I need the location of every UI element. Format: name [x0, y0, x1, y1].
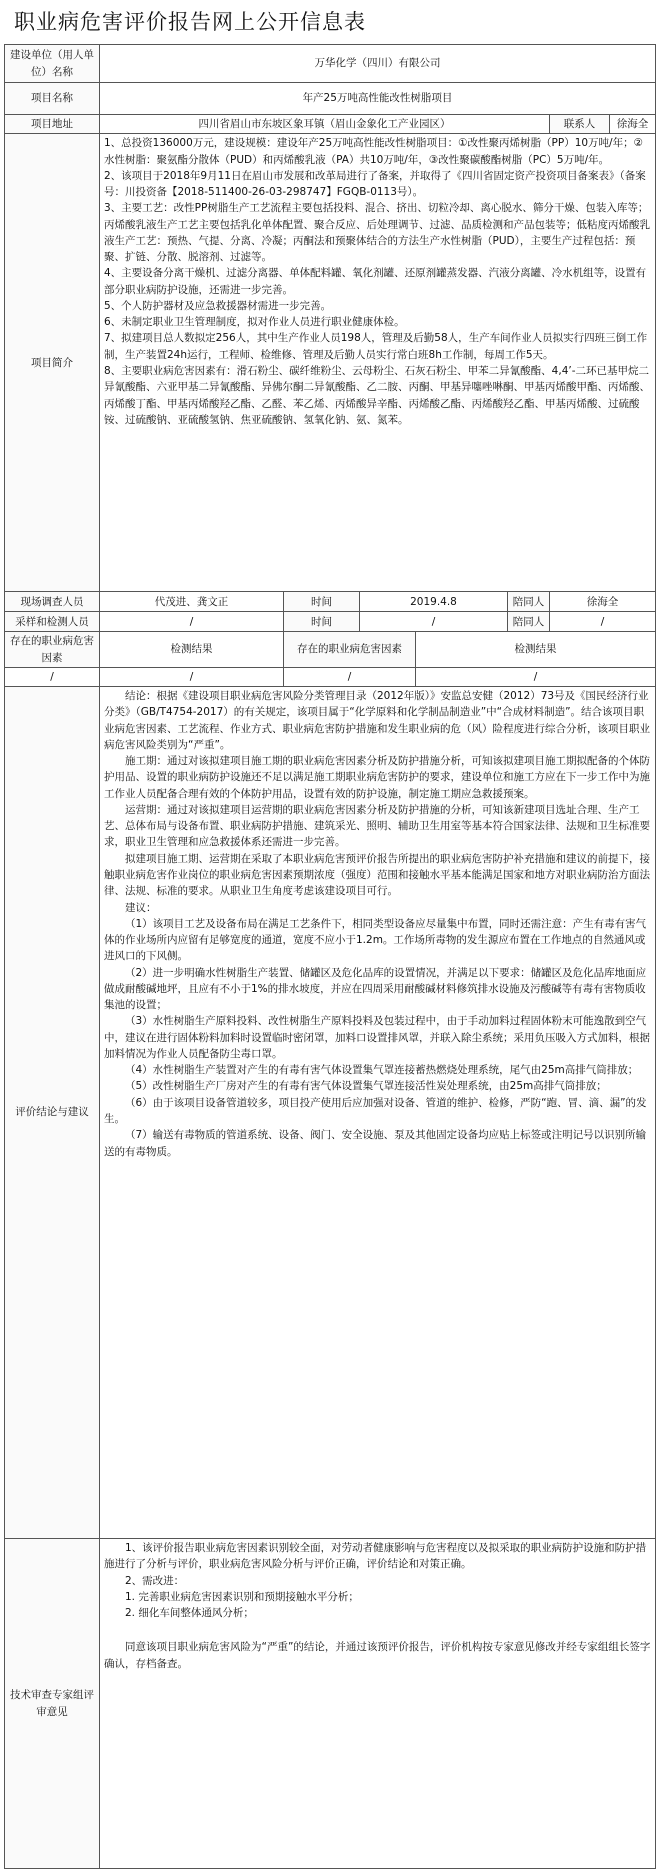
address-value: 四川省眉山市东坡区象耳镇（眉山金象化工产业园区） — [100, 115, 550, 134]
intro-para: 2、该项目于2018年9月11日在眉山市发展和改革局进行了备案，并取得了《四川省固定资产投资项目备案表》（备案号：川投资备【2018-511400-26-03-298747】FGQB-0113号）。 — [104, 169, 646, 199]
conclusion-para: 结论：根据《建设项目职业病危害风险分类管理目录（2012年版）》安监总安健（2012）73号及《国民经济行业分类》（GB/T4754-2017）的有关规定，该项目属于“化学原料和化学制品制造业”中“合成材料制造”。结合该项目职业病危害因素、工艺流程、作业方式、职业病危害防护措施和发生职业病的危（风）险程度进行综合分析，该项目职业病危害风险类别为“严重”。 — [104, 690, 650, 751]
review-para: 1、该评价报告职业病危害因素识别较全面，对劳动者健康影响与危害程度以及拟采取的职业病防护设施和防护措施进行了分析与评价，职业病危害风险分析与评价正确，评价结论和对策正确。 — [104, 1542, 647, 1571]
row-survey — [5, 592, 656, 612]
review-para: 1. 完善职业病危害因素识别和预期接触水平分析； — [125, 1590, 359, 1603]
sampling-accompany-value: / — [550, 612, 656, 632]
intro-para: 4、主要设备分离干燥机、过滤分离器、单体配料罐、氧化剂罐、还原剂罐蒸发器、汽液分离罐、冷水机组等，设置有部分职业病防护设施，还需进一步完善。 — [104, 267, 647, 296]
survey-label: 现场调查人员 — [5, 592, 100, 612]
hazard-label-1: 存在的职业病危害因素 — [5, 632, 100, 668]
contact-label: 联系人 — [550, 115, 610, 134]
review-para: 2、需改进： — [125, 1574, 185, 1587]
conclusion-para: （5）改性树脂生产厂房对产生的有毒有害气体设置集气罩连接活性炭处理系统，由25m高排气筒排放； — [125, 1080, 607, 1093]
hazard-label-2: 存在的职业病危害因素 — [284, 632, 416, 668]
result-value-1: / — [100, 667, 284, 686]
conclusion-para: 拟建项目施工期、运营期在采取了本职业病危害预评价报告所提出的职业病危害防护补充措施和建议的前提下，接触职业病危害作业岗位的职业病危害因素预期浓度（强度）范围和接触水平基本能满足国家和地方对职业病防治方面法律、法规、标准的要求。从职业卫生角度考虑该建设项目可行。 — [104, 852, 650, 898]
info-table — [4, 44, 656, 1869]
time-label: 时间 — [284, 592, 360, 612]
row-hazard-header — [5, 632, 656, 668]
address-label: 项目地址 — [5, 115, 100, 134]
row-review — [5, 1539, 656, 1869]
review-label: 技术审查专家组评审意见 — [5, 1539, 100, 1869]
sampling-time-label: 时间 — [284, 612, 360, 632]
project-label: 项目名称 — [5, 83, 100, 115]
project-value: 年产25万吨高性能改性树脂项目 — [100, 83, 656, 115]
conclusion-content — [100, 687, 656, 1539]
accompany-value: 徐海全 — [550, 592, 656, 612]
intro-content — [100, 134, 656, 592]
review-para: 同意该项目职业病危害风险为“严重”的结论，并通过该预评价报告，评价机构按专家意见修改并经专家组组长签字确认，存档备查。 — [104, 1641, 651, 1670]
unit-label: 建设单位（用人单位）名称 — [5, 45, 100, 83]
conclusion-para: （2）进一步明确水性树脂生产装置、储罐区及危化品库的设置情况，并满足以下要求：储罐区及危化品库地面应做成耐酸碱地坪，且应有不小于1%的排水坡度，并应在四周采用耐酸碱材料修筑排水设施及污酸碱等有毒有害物质收集池的设置； — [104, 966, 647, 1012]
conclusion-para: 施工期：通过对该拟建项目施工期的职业病危害因素分析及防护措施分析，可知该拟建项目施工期拟配备的个体防护用品、设置的职业病防护设施还不足以满足施工期职业病危害防护的要求，建设单位和施工方应在下一步工作中为施工作业人员配备合理有效的个体防护用品，设置有效的防护设施，制定施工期应急救援预案。 — [104, 755, 650, 800]
result-label-2: 检测结果 — [416, 632, 656, 668]
conclusion-para: （4）水性树脂生产装置对产生的有毒有害气体设置集气罩连接蓄热燃烧处理系统，尾气由25m高排气筒排放； — [125, 1064, 639, 1077]
conclusion-para: （3）水性树脂生产原料投料、改性树脂生产原料投料及包装过程中，由于手动加料过程固体粉末可能逸散到空气中，建议在进行固体粉料加料时设置临时密闭罩，加料口设置排风罩，并联入除尘系统；采用负压吸入方式加料，根据加料情况为作业人员配备防尘毒口罩。 — [104, 1015, 650, 1060]
sampling-time-value: / — [360, 612, 508, 632]
intro-para: 1、总投资136000万元，建设规模：建设年产25万吨高性能改性树脂项目：①改性聚丙烯树脂（PP）10万吨/年；②水性树脂：聚氨酯分散体（PUD）和丙烯酸乳液（PA）共10万吨/年，③改性聚碳酸酯树脂（PC）5万吨/年。 — [104, 137, 644, 166]
accompany-label: 陪同人 — [508, 592, 550, 612]
row-address — [5, 115, 656, 134]
intro-para: 6、未制定职业卫生管理制度，拟对作业人员进行职业健康体检。 — [104, 316, 405, 329]
row-unit — [5, 45, 656, 83]
conclusion-para: 运营期：通过对该拟建项目运营期的职业病危害因素分析及防护措施的分析，可知该新建项目选址合理、生产工艺、总体布局与设备布置、职业病防护措施、建筑采光、照明、辅助卫生用室等基本符合国家法律、法规和卫生标准要求，职业卫生管理和应急救援体系还需进一步完善。 — [104, 803, 650, 849]
result-label-1: 检测结果 — [100, 632, 284, 668]
review-content — [100, 1539, 656, 1869]
row-conclusion — [5, 687, 656, 1539]
intro-para: 7、拟建项目总人数拟定256人，其中生产作业人员198人，管理及后勤58人，生产车间作业人员拟实行四班三倒工作制，生产装置24h运行，工程师、检维修、管理及后勤人员实行常白班8h工作制，每周工作5天。 — [104, 332, 648, 361]
review-para: 2. 细化车间整体通风分析； — [125, 1607, 254, 1620]
time-value: 2019.4.8 — [360, 592, 508, 612]
hazard-value-1: / — [5, 667, 100, 686]
row-sampling — [5, 612, 656, 632]
row-hazard-values — [5, 667, 656, 686]
conclusion-label: 评价结论与建议 — [5, 687, 100, 1539]
intro-para: 8、主要职业病危害因素有：滑石粉尘、碳纤维粉尘、云母粉尘、石灰石粉尘、甲苯二异氰酸酯、4,4’-二环已基甲烷二异氰酸酯、六亚甲基二异氰酸酯、异佛尔酮二异氰酸酯、乙二胺、丙酮、甲基异噻唑啉酮、甲基丙烯酸甲酯、丙烯酸、丙烯酸丁酯、甲基丙烯酸羟乙酯、乙醛、苯乙烯、丙烯酸异辛酯、丙烯酸乙酯、丙烯酸羟乙酯、甲基丙烯酸、过硫酸铵、过硫酸钠、亚硫酸氢钠、焦亚硫酸钠、氢氧化钠、氨、氮苯。 — [104, 364, 650, 426]
survey-value: 代茂进、龚文正 — [100, 592, 284, 612]
sampling-accompany-label: 陪同人 — [508, 612, 550, 632]
conclusion-para: （1）该项目工艺及设备布局在满足工艺条件下，相同类型设备应尽量集中布置，同时还需注意：产生有毒有害气体的作业场所内应留有足够宽度的通道，宽度不应小于1.2m。工作场所毒物的发生源应布置在工作地点的自然通风或进风口的下风侧。 — [104, 917, 647, 963]
hazard-value-2: / — [284, 667, 416, 686]
result-value-2: / — [416, 667, 656, 686]
row-intro — [5, 134, 656, 592]
intro-para: 5、个人防护器材及应急救援器材需进一步完善。 — [104, 299, 332, 312]
conclusion-para: 建议： — [125, 901, 157, 914]
contact-value: 徐海全 — [610, 115, 656, 134]
sampling-label: 采样和检测人员 — [5, 612, 100, 632]
conclusion-para: （6）由于该项目设备管道较多，项目投产使用后应加强对设备、管道的维护、检修，严防“跑、冒、滴、漏”的发生。 — [104, 1096, 647, 1125]
intro-label: 项目简介 — [5, 134, 100, 592]
unit-value: 万华化学（四川）有限公司 — [100, 45, 656, 83]
row-project — [5, 83, 656, 115]
page-title: 职业病危害评价报告网上公开信息表 — [14, 10, 366, 34]
sampling-value: / — [100, 612, 284, 632]
conclusion-para: （7）输送有毒物质的管道系统、设备、阀门、安全设施、泵及其他固定设备均应贴上标签或注明记号以识别所输送的有毒物质。 — [104, 1129, 647, 1158]
intro-para: 3、主要工艺：改性PP树脂生产工艺流程主要包括投料、混合、挤出、切粒冷却、离心脱水、筛分干燥、包装入库等；丙烯酸乳液生产工艺主要包括乳化单体配置、聚合反应、后处理调节、过滤、品质检测和产品包装等；低粘度丙烯酸乳液生产工艺：预热、气提、分离、冷凝；丙酮法和预聚体结合的方法生产水性树脂（PUD），主要生产过程包括：预聚、扩链、分散、脱溶剂、过滤等。 — [104, 202, 650, 264]
